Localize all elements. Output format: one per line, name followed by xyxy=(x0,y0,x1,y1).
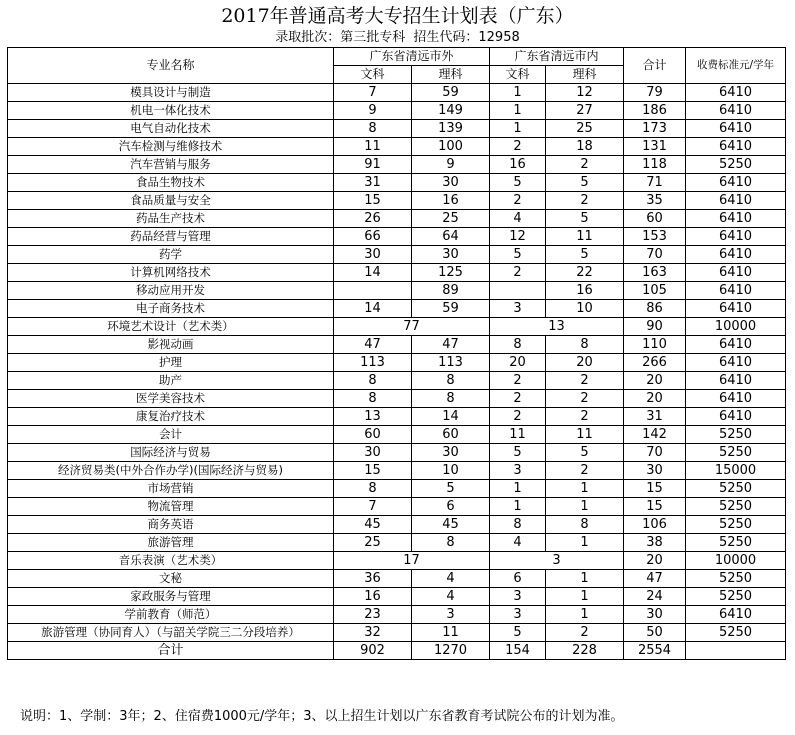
inside-li: 5 xyxy=(546,444,624,462)
table-row xyxy=(8,480,786,498)
inside-wen: 3 xyxy=(490,588,546,606)
row-total: 86 xyxy=(624,300,686,318)
inside-li: 1 xyxy=(546,498,624,516)
total-outside-li: 1270 xyxy=(412,642,490,660)
outside-li: 11 xyxy=(412,624,490,642)
inside-wen: 2 xyxy=(490,372,546,390)
row-total: 142 xyxy=(624,426,686,444)
table-row xyxy=(8,192,786,210)
row-fee: 5250 xyxy=(686,156,786,174)
row-total: 105 xyxy=(624,282,686,300)
row-total: 90 xyxy=(624,318,686,336)
major-name: 电子商务技术 xyxy=(8,300,334,318)
header-inside-qingyuan: 广东省清远市内 xyxy=(490,48,624,66)
inside-wen: 3 xyxy=(490,462,546,480)
header-major: 专业名称 xyxy=(8,48,334,84)
total-sum: 2554 xyxy=(624,642,686,660)
major-name: 移动应用开发 xyxy=(8,282,334,300)
row-fee: 5250 xyxy=(686,426,786,444)
inside-li: 8 xyxy=(546,336,624,354)
table-row xyxy=(8,498,786,516)
outside-wen: 113 xyxy=(334,354,412,372)
row-fee: 6410 xyxy=(686,372,786,390)
row-total: 60 xyxy=(624,210,686,228)
table-row-merged xyxy=(8,318,786,336)
table-row xyxy=(8,390,786,408)
table-row xyxy=(8,84,786,102)
row-total: 15 xyxy=(624,498,686,516)
table-row xyxy=(8,282,786,300)
inside-li: 5 xyxy=(546,174,624,192)
inside-wen: 1 xyxy=(490,120,546,138)
row-fee: 6410 xyxy=(686,102,786,120)
outside-li: 139 xyxy=(412,120,490,138)
outside-wen: 30 xyxy=(334,246,412,264)
row-fee: 5250 xyxy=(686,588,786,606)
outside-li: 100 xyxy=(412,138,490,156)
inside-wen: 2 xyxy=(490,264,546,282)
table-row xyxy=(8,156,786,174)
major-name: 会计 xyxy=(8,426,334,444)
outside-wen: 91 xyxy=(334,156,412,174)
inside-wen: 4 xyxy=(490,210,546,228)
inside-li: 5 xyxy=(546,210,624,228)
major-name: 经济贸易类(中外合作办学)(国际经济与贸易) xyxy=(8,462,334,480)
outside-wen: 66 xyxy=(334,228,412,246)
row-fee: 5250 xyxy=(686,498,786,516)
table-row xyxy=(8,462,786,480)
row-total: 106 xyxy=(624,516,686,534)
outside-wen: 15 xyxy=(334,462,412,480)
row-fee: 5250 xyxy=(686,570,786,588)
row-fee: 6410 xyxy=(686,174,786,192)
row-fee: 6410 xyxy=(686,246,786,264)
inside-li: 2 xyxy=(546,390,624,408)
inside-wen: 1 xyxy=(490,498,546,516)
outside-wen: 45 xyxy=(334,516,412,534)
outside-wen: 9 xyxy=(334,102,412,120)
inside-li: 25 xyxy=(546,120,624,138)
outside-li: 14 xyxy=(412,408,490,426)
inside-li: 20 xyxy=(546,354,624,372)
row-fee: 6410 xyxy=(686,336,786,354)
row-total: 24 xyxy=(624,588,686,606)
major-name: 食品生物技术 xyxy=(8,174,334,192)
row-total: 38 xyxy=(624,534,686,552)
inside-li: 2 xyxy=(546,408,624,426)
outside-wen: 13 xyxy=(334,408,412,426)
outside-li: 30 xyxy=(412,444,490,462)
major-name: 康复治疗技术 xyxy=(8,408,334,426)
outside-li: 45 xyxy=(412,516,490,534)
inside-li: 1 xyxy=(546,588,624,606)
row-fee: 6410 xyxy=(686,138,786,156)
row-fee: 5250 xyxy=(686,624,786,642)
table-row xyxy=(8,102,786,120)
inside-wen xyxy=(490,282,546,300)
outside-wen: 8 xyxy=(334,390,412,408)
table-row xyxy=(8,372,786,390)
outside-wen: 36 xyxy=(334,570,412,588)
table-row xyxy=(8,588,786,606)
inside-wen: 6 xyxy=(490,570,546,588)
outside-wen: 8 xyxy=(334,120,412,138)
major-name: 食品质量与安全 xyxy=(8,192,334,210)
inside-wen: 11 xyxy=(490,426,546,444)
table-row xyxy=(8,174,786,192)
outside-wen: 14 xyxy=(334,264,412,282)
outside-wen: 32 xyxy=(334,624,412,642)
table-row xyxy=(8,210,786,228)
row-total: 110 xyxy=(624,336,686,354)
row-fee: 5250 xyxy=(686,516,786,534)
outside-li: 30 xyxy=(412,174,490,192)
inside-wen: 2 xyxy=(490,390,546,408)
major-name: 模具设计与制造 xyxy=(8,84,334,102)
inside-wen: 5 xyxy=(490,246,546,264)
major-name: 计算机网络技术 xyxy=(8,264,334,282)
inside-li: 5 xyxy=(546,246,624,264)
row-fee: 6410 xyxy=(686,192,786,210)
outside-li: 30 xyxy=(412,246,490,264)
page-title: 2017年普通高考大专招生计划表（广东） xyxy=(221,5,574,27)
enrollment-plan-table xyxy=(7,47,786,660)
outside-wen: 30 xyxy=(334,444,412,462)
inside-li: 22 xyxy=(546,264,624,282)
major-name: 药品生产技术 xyxy=(8,210,334,228)
outside-wen: 7 xyxy=(334,84,412,102)
row-total: 20 xyxy=(624,552,686,570)
outside-li: 8 xyxy=(412,390,490,408)
inside-li: 12 xyxy=(546,84,624,102)
inside-li: 1 xyxy=(546,480,624,498)
outside-wen: 8 xyxy=(334,372,412,390)
major-name: 家政服务与管理 xyxy=(8,588,334,606)
table-row xyxy=(8,246,786,264)
outside-li: 8 xyxy=(412,534,490,552)
inside-wen: 5 xyxy=(490,444,546,462)
row-fee: 10000 xyxy=(686,318,786,336)
inside-wen: 1 xyxy=(490,102,546,120)
table-row xyxy=(8,444,786,462)
row-fee: 6410 xyxy=(686,354,786,372)
row-fee: 6410 xyxy=(686,84,786,102)
row-fee: 10000 xyxy=(686,552,786,570)
outside-wen: 7 xyxy=(334,498,412,516)
outside-wen: 31 xyxy=(334,174,412,192)
outside-combined: 77 xyxy=(334,318,490,336)
inside-wen: 1 xyxy=(490,84,546,102)
page-subtitle: 录取批次：第三批专科 招生代码：12958 xyxy=(275,30,520,45)
inside-wen: 2 xyxy=(490,138,546,156)
row-total: 153 xyxy=(624,228,686,246)
inside-li: 2 xyxy=(546,372,624,390)
major-name: 学前教育（师范） xyxy=(8,606,334,624)
row-total: 71 xyxy=(624,174,686,192)
inside-wen: 2 xyxy=(490,408,546,426)
outside-wen: 14 xyxy=(334,300,412,318)
outside-li: 47 xyxy=(412,336,490,354)
outside-li: 8 xyxy=(412,372,490,390)
inside-li: 2 xyxy=(546,462,624,480)
total-fee xyxy=(686,642,786,660)
footnote: 说明：1、学制：3年；2、住宿费1000元/学年；3、以上招生计划以广东省教育考试院公布的计划为准。 xyxy=(20,709,624,724)
inside-wen: 8 xyxy=(490,516,546,534)
major-name: 音乐表演（艺术类） xyxy=(8,552,334,570)
total-inside-li: 228 xyxy=(546,642,624,660)
row-fee: 15000 xyxy=(686,462,786,480)
outside-li: 4 xyxy=(412,588,490,606)
inside-li: 11 xyxy=(546,426,624,444)
row-total: 131 xyxy=(624,138,686,156)
outside-wen: 26 xyxy=(334,210,412,228)
major-name: 物流管理 xyxy=(8,498,334,516)
table-row xyxy=(8,354,786,372)
table-row xyxy=(8,228,786,246)
outside-combined: 17 xyxy=(334,552,490,570)
row-total: 70 xyxy=(624,444,686,462)
major-name: 旅游管理 xyxy=(8,534,334,552)
row-fee: 6410 xyxy=(686,210,786,228)
outside-li: 89 xyxy=(412,282,490,300)
inside-combined: 13 xyxy=(490,318,624,336)
inside-wen: 8 xyxy=(490,336,546,354)
table-row xyxy=(8,336,786,354)
outside-li: 3 xyxy=(412,606,490,624)
inside-li: 27 xyxy=(546,102,624,120)
inside-li: 10 xyxy=(546,300,624,318)
inside-li: 18 xyxy=(546,138,624,156)
table-total-row xyxy=(8,642,786,660)
row-fee: 5250 xyxy=(686,480,786,498)
table-row xyxy=(8,138,786,156)
major-name: 药品经营与管理 xyxy=(8,228,334,246)
outside-li: 9 xyxy=(412,156,490,174)
row-total: 173 xyxy=(624,120,686,138)
header-outside-li: 理科 xyxy=(412,66,490,84)
total-label: 合计 xyxy=(8,642,334,660)
inside-li: 1 xyxy=(546,570,624,588)
inside-wen: 3 xyxy=(490,300,546,318)
major-name: 护理 xyxy=(8,354,334,372)
outside-li: 4 xyxy=(412,570,490,588)
outside-li: 5 xyxy=(412,480,490,498)
outside-li: 6 xyxy=(412,498,490,516)
inside-li: 2 xyxy=(546,192,624,210)
row-fee: 6410 xyxy=(686,390,786,408)
row-total: 266 xyxy=(624,354,686,372)
row-total: 47 xyxy=(624,570,686,588)
row-total: 20 xyxy=(624,390,686,408)
header-outside-qingyuan: 广东省清远市外 xyxy=(334,48,490,66)
outside-li: 125 xyxy=(412,264,490,282)
major-name: 旅游管理（协同育人）（与韶关学院三二分段培养） xyxy=(8,624,334,642)
row-total: 30 xyxy=(624,462,686,480)
inside-wen: 5 xyxy=(490,624,546,642)
row-total: 50 xyxy=(624,624,686,642)
row-fee: 6410 xyxy=(686,606,786,624)
row-total: 15 xyxy=(624,480,686,498)
inside-combined: 3 xyxy=(490,552,624,570)
major-name: 电气自动化技术 xyxy=(8,120,334,138)
table-row-merged xyxy=(8,552,786,570)
major-name: 助产 xyxy=(8,372,334,390)
row-total: 20 xyxy=(624,372,686,390)
inside-li: 2 xyxy=(546,624,624,642)
outside-li: 59 xyxy=(412,300,490,318)
header-outside-wen: 文科 xyxy=(334,66,412,84)
major-name: 汽车检测与维修技术 xyxy=(8,138,334,156)
row-fee: 6410 xyxy=(686,264,786,282)
outside-li: 25 xyxy=(412,210,490,228)
major-name: 机电一体化技术 xyxy=(8,102,334,120)
inside-wen: 12 xyxy=(490,228,546,246)
outside-wen xyxy=(334,282,412,300)
major-name: 医学美容技术 xyxy=(8,390,334,408)
outside-li: 149 xyxy=(412,102,490,120)
table-row xyxy=(8,120,786,138)
table-row xyxy=(8,300,786,318)
inside-li: 11 xyxy=(546,228,624,246)
table-row xyxy=(8,516,786,534)
inside-li: 1 xyxy=(546,534,624,552)
row-total: 30 xyxy=(624,606,686,624)
major-name: 影视动画 xyxy=(8,336,334,354)
outside-li: 16 xyxy=(412,192,490,210)
table-row xyxy=(8,534,786,552)
header-fee: 收费标准元/学年 xyxy=(686,48,786,84)
header-total: 合计 xyxy=(624,48,686,84)
row-total: 186 xyxy=(624,102,686,120)
row-total: 70 xyxy=(624,246,686,264)
outside-wen: 16 xyxy=(334,588,412,606)
outside-wen: 47 xyxy=(334,336,412,354)
outside-li: 60 xyxy=(412,426,490,444)
row-total: 163 xyxy=(624,264,686,282)
table-row xyxy=(8,408,786,426)
row-fee: 6410 xyxy=(686,408,786,426)
outside-wen: 8 xyxy=(334,480,412,498)
outside-wen: 11 xyxy=(334,138,412,156)
inside-wen: 20 xyxy=(490,354,546,372)
row-total: 79 xyxy=(624,84,686,102)
header-inside-li: 理科 xyxy=(546,66,624,84)
row-fee: 6410 xyxy=(686,282,786,300)
major-name: 国际经济与贸易 xyxy=(8,444,334,462)
major-name: 商务英语 xyxy=(8,516,334,534)
total-outside-wen: 902 xyxy=(334,642,412,660)
row-total: 35 xyxy=(624,192,686,210)
outside-wen: 60 xyxy=(334,426,412,444)
row-fee: 6410 xyxy=(686,120,786,138)
row-fee: 5250 xyxy=(686,444,786,462)
table-row xyxy=(8,426,786,444)
outside-li: 113 xyxy=(412,354,490,372)
row-fee: 6410 xyxy=(686,300,786,318)
inside-wen: 5 xyxy=(490,174,546,192)
header-inside-wen: 文科 xyxy=(490,66,546,84)
major-name: 药学 xyxy=(8,246,334,264)
inside-wen: 1 xyxy=(490,480,546,498)
inside-li: 1 xyxy=(546,606,624,624)
major-name: 文秘 xyxy=(8,570,334,588)
inside-wen: 3 xyxy=(490,606,546,624)
total-inside-wen: 154 xyxy=(490,642,546,660)
major-name: 市场营销 xyxy=(8,480,334,498)
inside-li: 16 xyxy=(546,282,624,300)
row-total: 31 xyxy=(624,408,686,426)
table-row xyxy=(8,570,786,588)
outside-wen: 15 xyxy=(334,192,412,210)
inside-wen: 4 xyxy=(490,534,546,552)
outside-li: 10 xyxy=(412,462,490,480)
inside-li: 2 xyxy=(546,156,624,174)
outside-li: 59 xyxy=(412,84,490,102)
row-total: 118 xyxy=(624,156,686,174)
major-name: 汽车营销与服务 xyxy=(8,156,334,174)
outside-li: 64 xyxy=(412,228,490,246)
inside-wen: 2 xyxy=(490,192,546,210)
row-fee: 5250 xyxy=(686,534,786,552)
inside-li: 8 xyxy=(546,516,624,534)
table-row xyxy=(8,624,786,642)
outside-wen: 23 xyxy=(334,606,412,624)
row-fee: 6410 xyxy=(686,228,786,246)
inside-wen: 16 xyxy=(490,156,546,174)
outside-wen: 25 xyxy=(334,534,412,552)
table-row xyxy=(8,264,786,282)
major-name: 环境艺术设计（艺术类） xyxy=(8,318,334,336)
table-row xyxy=(8,606,786,624)
